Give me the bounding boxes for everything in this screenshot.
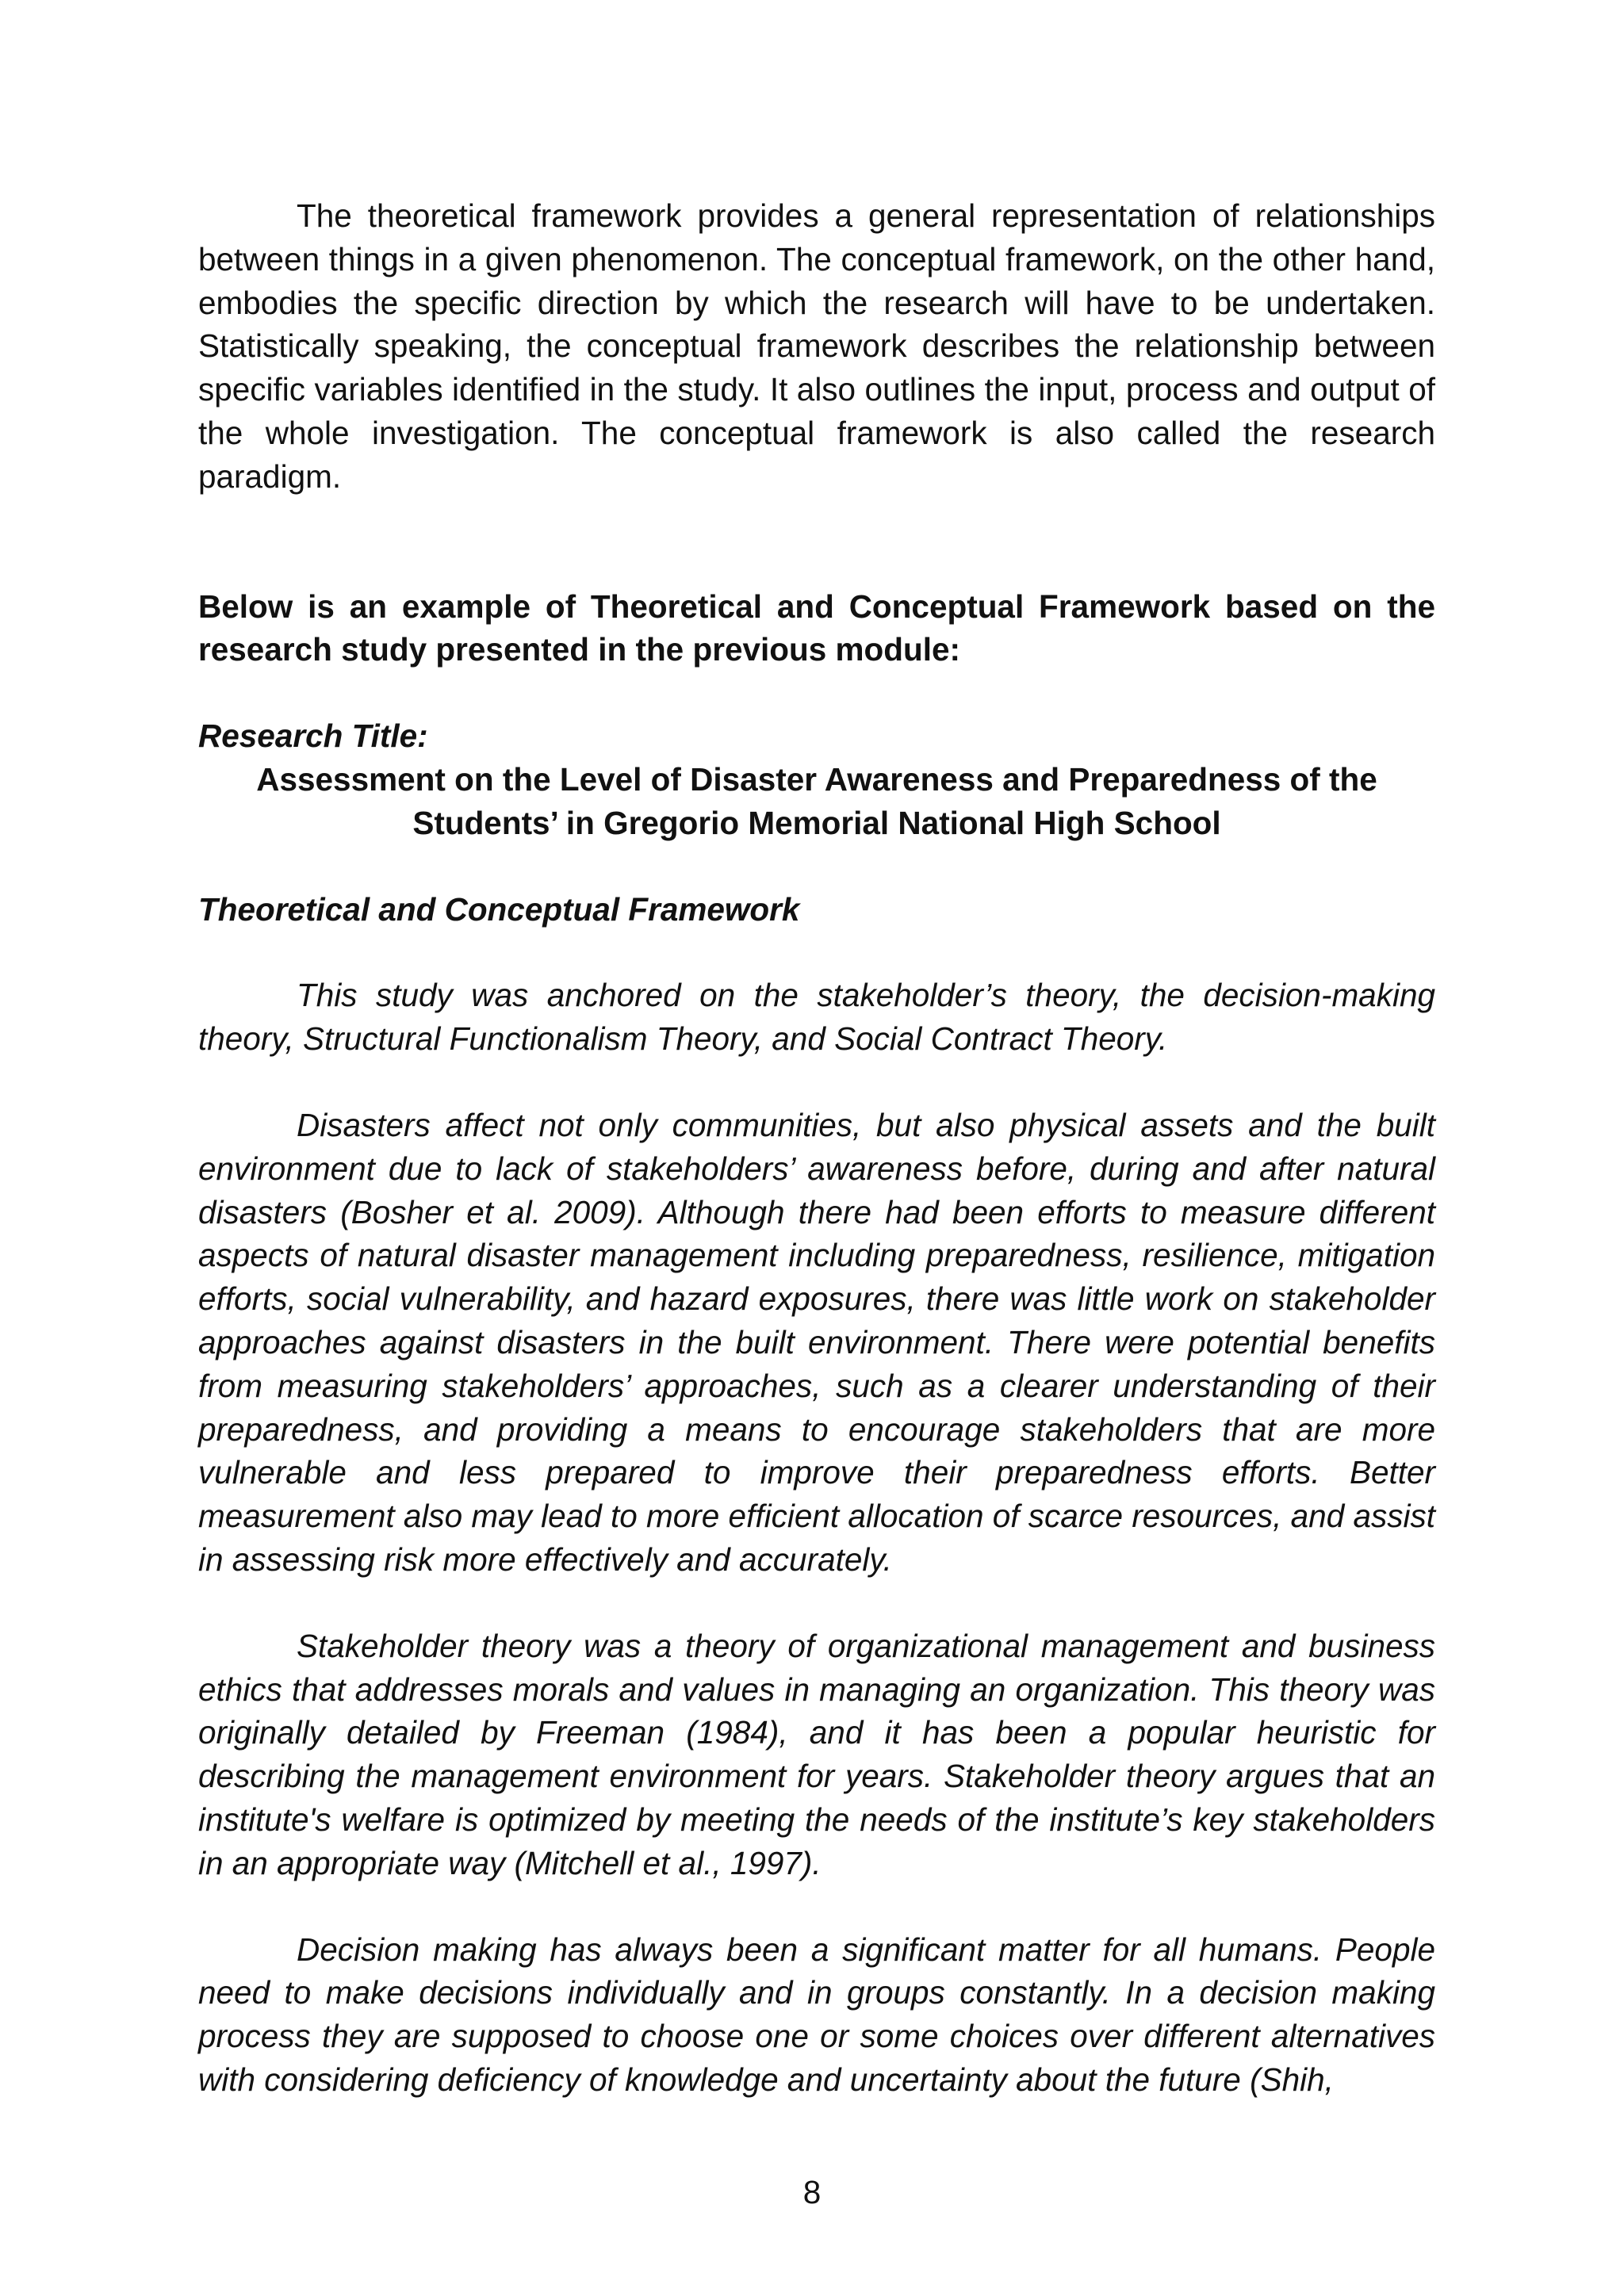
section-heading: Theoretical and Conceptual Framework [198, 890, 800, 928]
body-paragraph-2: Disasters affect not only communities, but also physical assets and the built environment due to lack of stakeholders’ awareness before, during and after natural disasters (Bosher et al. 2009). Although there had been efforts to measure different aspects of natural disaster management including preparedness, resilience, mitigation efforts, social vulnerability, and hazard exposures, there was little work on stakeholder approaches against disasters in the built environment. There were potential benefits from measuring stakeholders’ approaches, such as a clearer understanding of their preparedness, and providing a means to encourage stakeholders that are more vulnerable and less prepared to improve their preparedness efforts. Better measurement also may lead to more efficient allocation of scarce resources, and assist in assessing risk more effectively and accurately. [198, 1106, 1435, 1578]
body-paragraph-3: Stakeholder theory was a theory of organizational management and business ethics that addresses morals and values in managing an organization. This theory was originally detailed by Freeman (1984), and it has been a popular heuristic for describing the management environment for years. Stakeholder theory argues that an institute's welfare is optimized by meeting the needs of the institute’s key stakeholders in an appropriate way (Mitchell et al., 1997). [198, 1627, 1435, 1881]
research-title: Assessment on the Level of Disaster Awareness and Preparedness of the Students’ in Gregorio Memorial National High School [256, 760, 1377, 841]
page-content [198, 194, 1435, 2102]
body-paragraph-1: This study was anchored on the stakeholder’s theory, the decision-making theory, Structural Functionalism Theory, and Social Contract Theory. [198, 977, 1435, 1058]
intro-paragraph: The theoretical framework provides a general representation of relationships between things in a given phenomenon. The conceptual framework, on the other hand, embodies the specific direction by which the research will have to be undertaken. Statistically speaking, the conceptual framework describes the relationship between specific variables identified in the study. It also outlines the input, process and output of the whole investigation. The conceptual framework is also called the research paradigm. [198, 197, 1435, 495]
example-lead-in: Below is an example of Theoretical and Conceptual Framework based on the research study presented in the previous module: [198, 587, 1435, 668]
body-paragraph-4: Decision making has always been a significant matter for all humans. People need to make decisions individually and in groups constantly. In a decision making process they are supposed to choose one or some choices over different alternatives with considering deficiency of knowledge and uncertainty about the future (Shih, [198, 1931, 1435, 2098]
page-number: 8 [802, 2174, 822, 2210]
research-title-label: Research Title: [198, 718, 428, 755]
